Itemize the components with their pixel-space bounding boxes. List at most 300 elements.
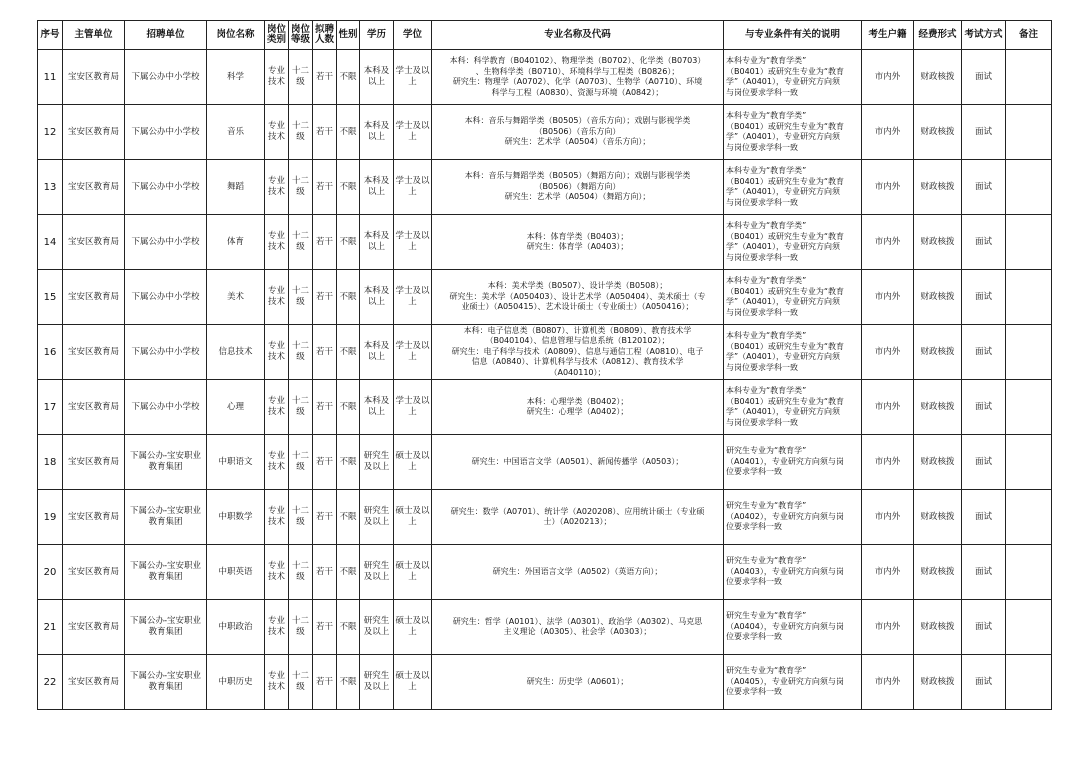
cell-hukou-text: 市内外 (874, 566, 901, 577)
cell-count-text: 若干 (315, 456, 333, 467)
cell-degree-text: 学士及以上 (395, 66, 430, 87)
cell-note (724, 600, 862, 655)
cell-post (207, 50, 265, 105)
cell-gender-text: 不限 (339, 181, 357, 192)
cell-degree-text: 学士及以上 (395, 286, 430, 307)
cell-major (432, 600, 724, 655)
cell-major (432, 545, 724, 600)
cell-seq (38, 655, 63, 710)
cell-post-text: 音乐 (226, 126, 244, 137)
cell-post-text: 美术 (226, 291, 244, 302)
cell-level-text: 十二级 (291, 231, 309, 252)
cell-dept (63, 50, 125, 105)
cell-type-text: 专业技术 (267, 286, 285, 307)
cell-fund (914, 105, 962, 160)
cell-unit (125, 325, 207, 380)
cell-remark (1006, 545, 1052, 600)
cell-post (207, 655, 265, 710)
cell-seq-text: 18 (43, 456, 57, 468)
cell-post (207, 435, 265, 490)
cell-count-text: 若干 (315, 401, 333, 412)
cell-type-text: 专业技术 (267, 66, 285, 87)
cell-edu (360, 435, 394, 490)
cell-seq (38, 50, 63, 105)
cell-hukou (862, 325, 914, 380)
cell-hukou-text: 市内外 (874, 236, 901, 247)
cell-edu (360, 270, 394, 325)
cell-count (313, 600, 337, 655)
cell-gender (337, 380, 360, 435)
table-row (38, 435, 1052, 490)
cell-unit-text: 下属公办-宝安职业 教育集团 (129, 561, 202, 582)
cell-post-text: 中职数学 (218, 511, 253, 522)
cell-post (207, 380, 265, 435)
cell-type-text: 专业技术 (267, 231, 285, 252)
cell-dept-text: 宝安区教育局 (67, 566, 119, 577)
header-degree: 学位 (394, 21, 432, 50)
cell-degree (394, 325, 432, 380)
cell-edu (360, 325, 394, 380)
cell-dept (63, 545, 125, 600)
cell-unit (125, 215, 207, 270)
cell-edu-text: 本科及以上 (363, 66, 390, 87)
header-gender: 性别 (337, 21, 360, 50)
cell-dept-text: 宝安区教育局 (67, 71, 119, 82)
cell-type-text: 专业技术 (267, 616, 285, 637)
cell-dept-text: 宝安区教育局 (67, 291, 119, 302)
cell-major-text: 本科：美术学类（B0507）、设计学类（B0508）； 研究生：美术学（A050403）、设计艺术学（A050404）、美术硕士（专 业硕士）（A050415）、艺术设计硕士（专业硕士）（A050416）； (449, 281, 706, 312)
cell-fund (914, 600, 962, 655)
cell-post-text: 中职语文 (218, 456, 253, 467)
cell-hukou (862, 545, 914, 600)
cell-hukou-text: 市内外 (874, 181, 901, 192)
cell-exam-text: 面试 (974, 236, 992, 247)
cell-remark (1006, 215, 1052, 270)
cell-note (724, 545, 862, 600)
cell-gender-text: 不限 (339, 236, 357, 247)
cell-edu-text: 本科及以上 (363, 176, 390, 197)
cell-post (207, 325, 265, 380)
cell-seq-text: 14 (43, 236, 57, 248)
table-row (38, 545, 1052, 600)
cell-edu-text: 研究生及以上 (363, 616, 390, 637)
cell-major-text: 本科：音乐与舞蹈学类（B0505）（音乐方向）；戏剧与影视学类 （B0506）（音乐方向） 研究生：艺术学（A0504）（音乐方向）； (464, 116, 691, 147)
cell-count (313, 270, 337, 325)
cell-dept-text: 宝安区教育局 (67, 346, 119, 357)
cell-exam-text: 面试 (974, 346, 992, 357)
header-hukou: 考生户籍 (862, 21, 914, 50)
table-row (38, 325, 1052, 380)
cell-unit (125, 380, 207, 435)
cell-hukou (862, 50, 914, 105)
cell-count-text: 若干 (315, 621, 333, 632)
cell-count-text: 若干 (315, 236, 333, 247)
cell-major-text: 研究生：历史学（A0601）； (526, 676, 629, 686)
cell-count (313, 105, 337, 160)
cell-gender-text: 不限 (339, 346, 357, 357)
cell-major-text: 本科：音乐与舞蹈学类（B0505）（舞蹈方向）；戏剧与影视学类 （B0506）（舞蹈方向） 研究生：艺术学（A0504）（舞蹈方向）； (464, 171, 691, 202)
cell-count (313, 435, 337, 490)
cell-edu (360, 545, 394, 600)
cell-dept (63, 325, 125, 380)
cell-type (265, 270, 289, 325)
cell-edu (360, 50, 394, 105)
cell-level (289, 160, 313, 215)
cell-type-text: 专业技术 (267, 341, 285, 362)
cell-type (265, 600, 289, 655)
cell-unit-text: 下属公办-宝安职业 教育集团 (129, 616, 202, 637)
cell-dept-text: 宝安区教育局 (67, 401, 119, 412)
cell-count (313, 655, 337, 710)
cell-exam-text: 面试 (974, 71, 992, 82)
cell-fund (914, 215, 962, 270)
cell-gender (337, 490, 360, 545)
cell-dept (63, 270, 125, 325)
cell-gender-text: 不限 (339, 621, 357, 632)
cell-major (432, 160, 724, 215)
cell-level (289, 380, 313, 435)
cell-unit-text: 下属公办-宝安职业 教育集团 (129, 671, 202, 692)
cell-fund (914, 435, 962, 490)
cell-post-text: 中职英语 (218, 566, 253, 577)
cell-major-text: 研究生：外国语言文学（A0502）（英语方向）； (492, 566, 663, 576)
cell-remark (1006, 490, 1052, 545)
cell-major-text: 本科：科学教育（B040102）、物理学类（B0702）、化学类（B0703） 、生物科学类（B0710）、环境科学与工程类（B0826）； 研究生：物理学（A0702）、化学（A0703）、生物学（A0710）、环境 科学与工程（A0830）、资源与环境（A0842）； (449, 56, 706, 97)
cell-note (724, 380, 862, 435)
cell-remark (1006, 435, 1052, 490)
table-row (38, 380, 1052, 435)
header-level: 岗位等级 (289, 21, 313, 50)
table-row (38, 490, 1052, 545)
cell-level-text: 十二级 (291, 616, 309, 637)
cell-count (313, 545, 337, 600)
cell-fund-text: 财政核拨 (920, 401, 955, 412)
cell-dept-text: 宝安区教育局 (67, 126, 119, 137)
cell-hukou (862, 215, 914, 270)
cell-gender-text: 不限 (339, 401, 357, 412)
cell-hukou-text: 市内外 (874, 676, 901, 687)
cell-gender (337, 160, 360, 215)
cell-exam (962, 215, 1006, 270)
cell-note (724, 435, 862, 490)
header-exam: 考试方式 (962, 21, 1006, 50)
cell-count-text: 若干 (315, 291, 333, 302)
cell-hukou (862, 270, 914, 325)
cell-degree-text: 硕士及以上 (395, 671, 430, 692)
cell-hukou-text: 市内外 (874, 511, 901, 522)
cell-post-text: 中职政治 (218, 621, 253, 632)
cell-degree-text: 硕士及以上 (395, 616, 430, 637)
header-post: 岗位名称 (207, 21, 265, 50)
table-body (38, 50, 1052, 710)
cell-count-text: 若干 (315, 676, 333, 687)
cell-level-text: 十二级 (291, 66, 309, 87)
cell-level-text: 十二级 (291, 176, 309, 197)
cell-hukou-text: 市内外 (874, 621, 901, 632)
cell-seq-text: 15 (43, 291, 57, 303)
cell-hukou-text: 市内外 (874, 456, 901, 467)
cell-count (313, 50, 337, 105)
cell-type (265, 50, 289, 105)
cell-fund (914, 380, 962, 435)
cell-edu-text: 本科及以上 (363, 396, 390, 417)
cell-dept (63, 215, 125, 270)
cell-unit-text: 下属公办中小学校 (131, 346, 200, 357)
cell-gender (337, 325, 360, 380)
cell-exam (962, 545, 1006, 600)
cell-seq-text: 17 (43, 401, 57, 413)
table-row (38, 655, 1052, 710)
cell-note (724, 490, 862, 545)
cell-remark (1006, 160, 1052, 215)
cell-major-text: 研究生：中国语言文学（A0501）、新闻传播学（A0503）； (471, 456, 684, 466)
cell-fund (914, 160, 962, 215)
header-remark: 备注 (1006, 21, 1052, 50)
cell-dept (63, 435, 125, 490)
cell-edu-text: 研究生及以上 (363, 506, 390, 527)
cell-exam (962, 600, 1006, 655)
cell-hukou-text: 市内外 (874, 291, 901, 302)
cell-post-text: 体育 (226, 236, 244, 247)
cell-post-text: 舞蹈 (226, 181, 244, 192)
cell-note-text: 研究生专业为“教育学” （A0405），专业研究方向须与岗 位要求学科一致 (726, 666, 844, 697)
cell-gender-text: 不限 (339, 126, 357, 137)
cell-gender-text: 不限 (339, 566, 357, 577)
cell-unit-text: 下属公办-宝安职业 教育集团 (129, 451, 202, 472)
cell-edu (360, 105, 394, 160)
cell-count (313, 215, 337, 270)
cell-unit-text: 下属公办中小学校 (131, 291, 200, 302)
cell-degree-text: 学士及以上 (395, 121, 430, 142)
cell-fund-text: 财政核拨 (920, 346, 955, 357)
cell-type (265, 490, 289, 545)
cell-remark (1006, 655, 1052, 710)
cell-type (265, 545, 289, 600)
cell-remark (1006, 600, 1052, 655)
cell-dept (63, 600, 125, 655)
cell-fund-text: 财政核拨 (920, 676, 955, 687)
cell-fund-text: 财政核拨 (920, 71, 955, 82)
cell-level (289, 545, 313, 600)
table-row (38, 600, 1052, 655)
cell-dept (63, 380, 125, 435)
cell-seq-text: 16 (43, 346, 57, 358)
header-dept: 主管单位 (63, 21, 125, 50)
cell-count-text: 若干 (315, 71, 333, 82)
cell-edu (360, 160, 394, 215)
cell-seq (38, 600, 63, 655)
cell-exam-text: 面试 (974, 401, 992, 412)
cell-type (265, 215, 289, 270)
cell-post-text: 心理 (226, 401, 244, 412)
cell-level-text: 十二级 (291, 561, 309, 582)
cell-count-text: 若干 (315, 566, 333, 577)
cell-dept-text: 宝安区教育局 (67, 621, 119, 632)
cell-remark (1006, 50, 1052, 105)
cell-gender (337, 655, 360, 710)
table-row (38, 105, 1052, 160)
cell-post (207, 490, 265, 545)
cell-degree-text: 学士及以上 (395, 396, 430, 417)
cell-unit (125, 600, 207, 655)
cell-seq-text: 12 (43, 126, 57, 138)
cell-post-text: 中职历史 (218, 676, 253, 687)
cell-post (207, 270, 265, 325)
cell-degree (394, 160, 432, 215)
table-row (38, 160, 1052, 215)
cell-hukou (862, 160, 914, 215)
cell-exam (962, 655, 1006, 710)
cell-degree (394, 490, 432, 545)
cell-level (289, 600, 313, 655)
cell-type (265, 435, 289, 490)
cell-post (207, 600, 265, 655)
cell-edu-text: 本科及以上 (363, 341, 390, 362)
cell-dept (63, 160, 125, 215)
cell-level (289, 215, 313, 270)
cell-gender-text: 不限 (339, 676, 357, 687)
cell-seq-text: 11 (43, 71, 57, 83)
cell-type (265, 325, 289, 380)
cell-post-text: 科学 (226, 71, 244, 82)
cell-seq-text: 22 (43, 676, 57, 688)
cell-degree (394, 270, 432, 325)
cell-seq (38, 490, 63, 545)
cell-degree-text: 硕士及以上 (395, 506, 430, 527)
cell-remark (1006, 325, 1052, 380)
cell-seq-text: 21 (43, 621, 57, 633)
cell-note-text: 本科专业为“教育学类” （B0401）或研究生专业为“教育 学”（A0401），专业研究方向须 与岗位要求学科一致 (726, 386, 844, 427)
cell-unit (125, 105, 207, 160)
cell-exam-text: 面试 (974, 291, 992, 302)
cell-type (265, 655, 289, 710)
cell-seq (38, 105, 63, 160)
cell-level-text: 十二级 (291, 396, 309, 417)
cell-unit-text: 下属公办中小学校 (131, 71, 200, 82)
cell-degree (394, 380, 432, 435)
cell-exam (962, 380, 1006, 435)
cell-hukou (862, 105, 914, 160)
cell-hukou-text: 市内外 (874, 126, 901, 137)
cell-unit (125, 270, 207, 325)
cell-fund-text: 财政核拨 (920, 456, 955, 467)
cell-exam-text: 面试 (974, 621, 992, 632)
cell-post-text: 信息技术 (218, 346, 253, 357)
cell-note-text: 研究生专业为“教育学” （A0401），专业研究方向须与岗 位要求学科一致 (726, 446, 844, 477)
cell-note (724, 50, 862, 105)
cell-type-text: 专业技术 (267, 176, 285, 197)
cell-gender (337, 50, 360, 105)
recruitment-table-container (37, 20, 1051, 710)
cell-degree-text: 学士及以上 (395, 341, 430, 362)
cell-gender-text: 不限 (339, 291, 357, 302)
cell-major-text: 本科：心理学类（B0402）； 研究生：心理学（A0402）； (526, 396, 629, 416)
cell-note (724, 270, 862, 325)
cell-fund (914, 655, 962, 710)
cell-edu-text: 研究生及以上 (363, 451, 390, 472)
cell-exam-text: 面试 (974, 126, 992, 137)
cell-seq (38, 545, 63, 600)
cell-type-text: 专业技术 (267, 561, 285, 582)
cell-seq (38, 270, 63, 325)
cell-degree (394, 435, 432, 490)
cell-edu-text: 本科及以上 (363, 121, 390, 142)
cell-exam (962, 160, 1006, 215)
cell-note-text: 本科专业为“教育学类” （B0401）或研究生专业为“教育 学”（A0401），专业研究方向须 与岗位要求学科一致 (726, 111, 844, 152)
cell-seq-text: 19 (43, 511, 57, 523)
cell-major (432, 215, 724, 270)
cell-gender (337, 215, 360, 270)
cell-edu (360, 600, 394, 655)
cell-type (265, 380, 289, 435)
cell-count-text: 若干 (315, 126, 333, 137)
cell-hukou (862, 435, 914, 490)
cell-seq (38, 325, 63, 380)
cell-dept (63, 105, 125, 160)
cell-degree (394, 50, 432, 105)
cell-post (207, 545, 265, 600)
cell-edu (360, 655, 394, 710)
cell-exam-text: 面试 (974, 676, 992, 687)
cell-dept (63, 490, 125, 545)
cell-fund (914, 490, 962, 545)
cell-major (432, 50, 724, 105)
cell-type-text: 专业技术 (267, 506, 285, 527)
cell-fund-text: 财政核拨 (920, 566, 955, 577)
cell-degree-text: 学士及以上 (395, 231, 430, 252)
cell-fund-text: 财政核拨 (920, 291, 955, 302)
cell-degree (394, 215, 432, 270)
cell-type (265, 105, 289, 160)
cell-major-text: 本科：体育学类（B0403）； 研究生：体育学（A0403）； (526, 231, 629, 251)
cell-major-text: 研究生：哲学（A0101）、法学（A0301）、政治学（A0302）、马克思 主义理论（A0305）、社会学（A0303）； (452, 616, 703, 636)
cell-seq (38, 215, 63, 270)
cell-unit (125, 655, 207, 710)
cell-type-text: 专业技术 (267, 121, 285, 142)
cell-exam-text: 面试 (974, 511, 992, 522)
header-major: 专业名称及代码 (432, 21, 724, 50)
cell-fund (914, 50, 962, 105)
cell-note-text: 研究生专业为“教育学” （A0404），专业研究方向须与岗 位要求学科一致 (726, 611, 844, 642)
cell-fund (914, 270, 962, 325)
cell-fund-text: 财政核拨 (920, 181, 955, 192)
cell-edu (360, 490, 394, 545)
cell-level-text: 十二级 (291, 451, 309, 472)
cell-edu-text: 本科及以上 (363, 286, 390, 307)
cell-hukou (862, 655, 914, 710)
cell-unit (125, 545, 207, 600)
cell-dept-text: 宝安区教育局 (67, 456, 119, 467)
cell-exam (962, 270, 1006, 325)
cell-edu-text: 研究生及以上 (363, 561, 390, 582)
cell-edu (360, 215, 394, 270)
cell-major (432, 490, 724, 545)
cell-note-text: 研究生专业为“教育学” （A0403），专业研究方向须与岗 位要求学科一致 (726, 556, 844, 587)
cell-level-text: 十二级 (291, 286, 309, 307)
table-row (38, 215, 1052, 270)
cell-dept (63, 655, 125, 710)
cell-hukou-text: 市内外 (874, 71, 901, 82)
cell-major (432, 105, 724, 160)
cell-exam (962, 50, 1006, 105)
cell-note-text: 本科专业为“教育学类” （B0401）或研究生专业为“教育 学”（A0401），专业研究方向须 与岗位要求学科一致 (726, 56, 844, 97)
cell-level (289, 655, 313, 710)
cell-major (432, 435, 724, 490)
cell-count (313, 490, 337, 545)
cell-exam (962, 105, 1006, 160)
cell-unit-text: 下属公办中小学校 (131, 236, 200, 247)
cell-post (207, 215, 265, 270)
